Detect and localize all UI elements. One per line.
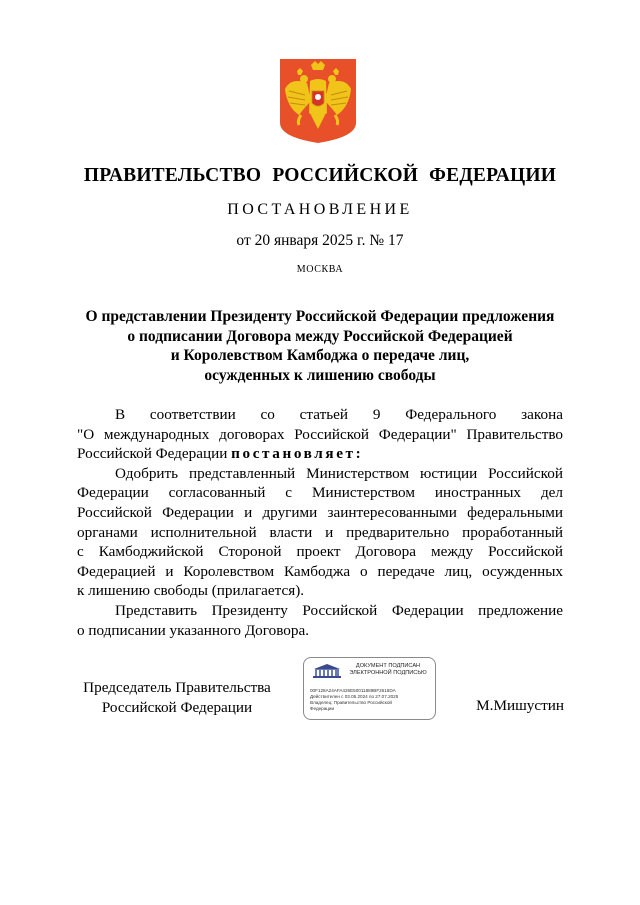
decree-word: постановляет:: [231, 445, 364, 463]
stamp-title-line: ЭЛЕКТРОННОЙ ПОДПИСЬЮ: [349, 669, 427, 676]
document-date-number: от 20 января 2025 г. № 17: [236, 232, 404, 249]
document-city: МОСКВА: [296, 264, 344, 275]
body-line: Российской Федерации и другими заинтересованными федеральными: [77, 503, 563, 521]
stamp-title: [344, 663, 432, 676]
body-line-text: Российской Федерации: [77, 445, 232, 463]
body-line: Федерации согласованный с Министерством иностранных дел: [77, 484, 563, 502]
body-line: Одобрить представленный Министерством юстиции Российской: [115, 464, 563, 482]
body-line: Федерацией и Королевством Камбоджа о передаче лиц, осужденных: [77, 562, 563, 580]
body-line: [77, 444, 563, 464]
body-line: органами исполнительной власти и предварительно проработанный: [77, 523, 563, 541]
body-line: к лишению свободы (прилагается).: [77, 582, 305, 600]
organization-title: ПРАВИТЕЛЬСТВО РОССИЙСКОЙ ФЕДЕРАЦИИ: [83, 165, 557, 186]
government-building-icon: [312, 663, 342, 679]
signatory-role-line: Российской Федерации: [101, 698, 253, 716]
subject-line: О представлении Президенту Российской Федерации предложения: [85, 308, 555, 325]
stamp-details: [310, 688, 434, 712]
subject-line: осужденных к лишению свободы: [204, 366, 436, 384]
stamp-owner: Владелец: Правительство Российской: [310, 700, 392, 705]
body-line: с Камбоджийской Стороной проект Договора между Российской: [77, 543, 563, 561]
document-type: ПОСТАНОВЛЕНИЕ: [227, 201, 413, 218]
signatory-role-line: Председатель Правительства: [83, 679, 271, 696]
stamp-owner: Федерации: [310, 706, 335, 711]
body-line: Представить Президенту Российской Федерации предложение: [115, 601, 563, 619]
body-line: В соответствии со статьей 9 Федерального закона: [115, 406, 563, 423]
subject-line: и Королевством Камбоджа о передаче лиц,: [170, 347, 470, 364]
subject-line: о подписании Договора между Российской Федерацией: [127, 327, 513, 345]
document-body: [77, 405, 563, 640]
document-subject: [80, 307, 560, 385]
signatory-role: [77, 678, 277, 717]
coat-of-arms-icon: [277, 57, 359, 145]
body-line: о подписании указанного Договора.: [77, 621, 310, 639]
body-line: "О международных договорах Российской Федерации" Правительство: [77, 425, 563, 443]
signatory-name: М.Мишустин: [476, 697, 564, 714]
stamp-serial: 00F128A24AFA426E50011889BF2616DA: [310, 688, 396, 693]
stamp-title-line: ДОКУМЕНТ ПОДПИСАН: [355, 663, 421, 669]
electronic-signature-stamp: [303, 657, 436, 720]
stamp-validity: Действителен с 03.05.2024 по 27.07.2025: [310, 694, 399, 699]
